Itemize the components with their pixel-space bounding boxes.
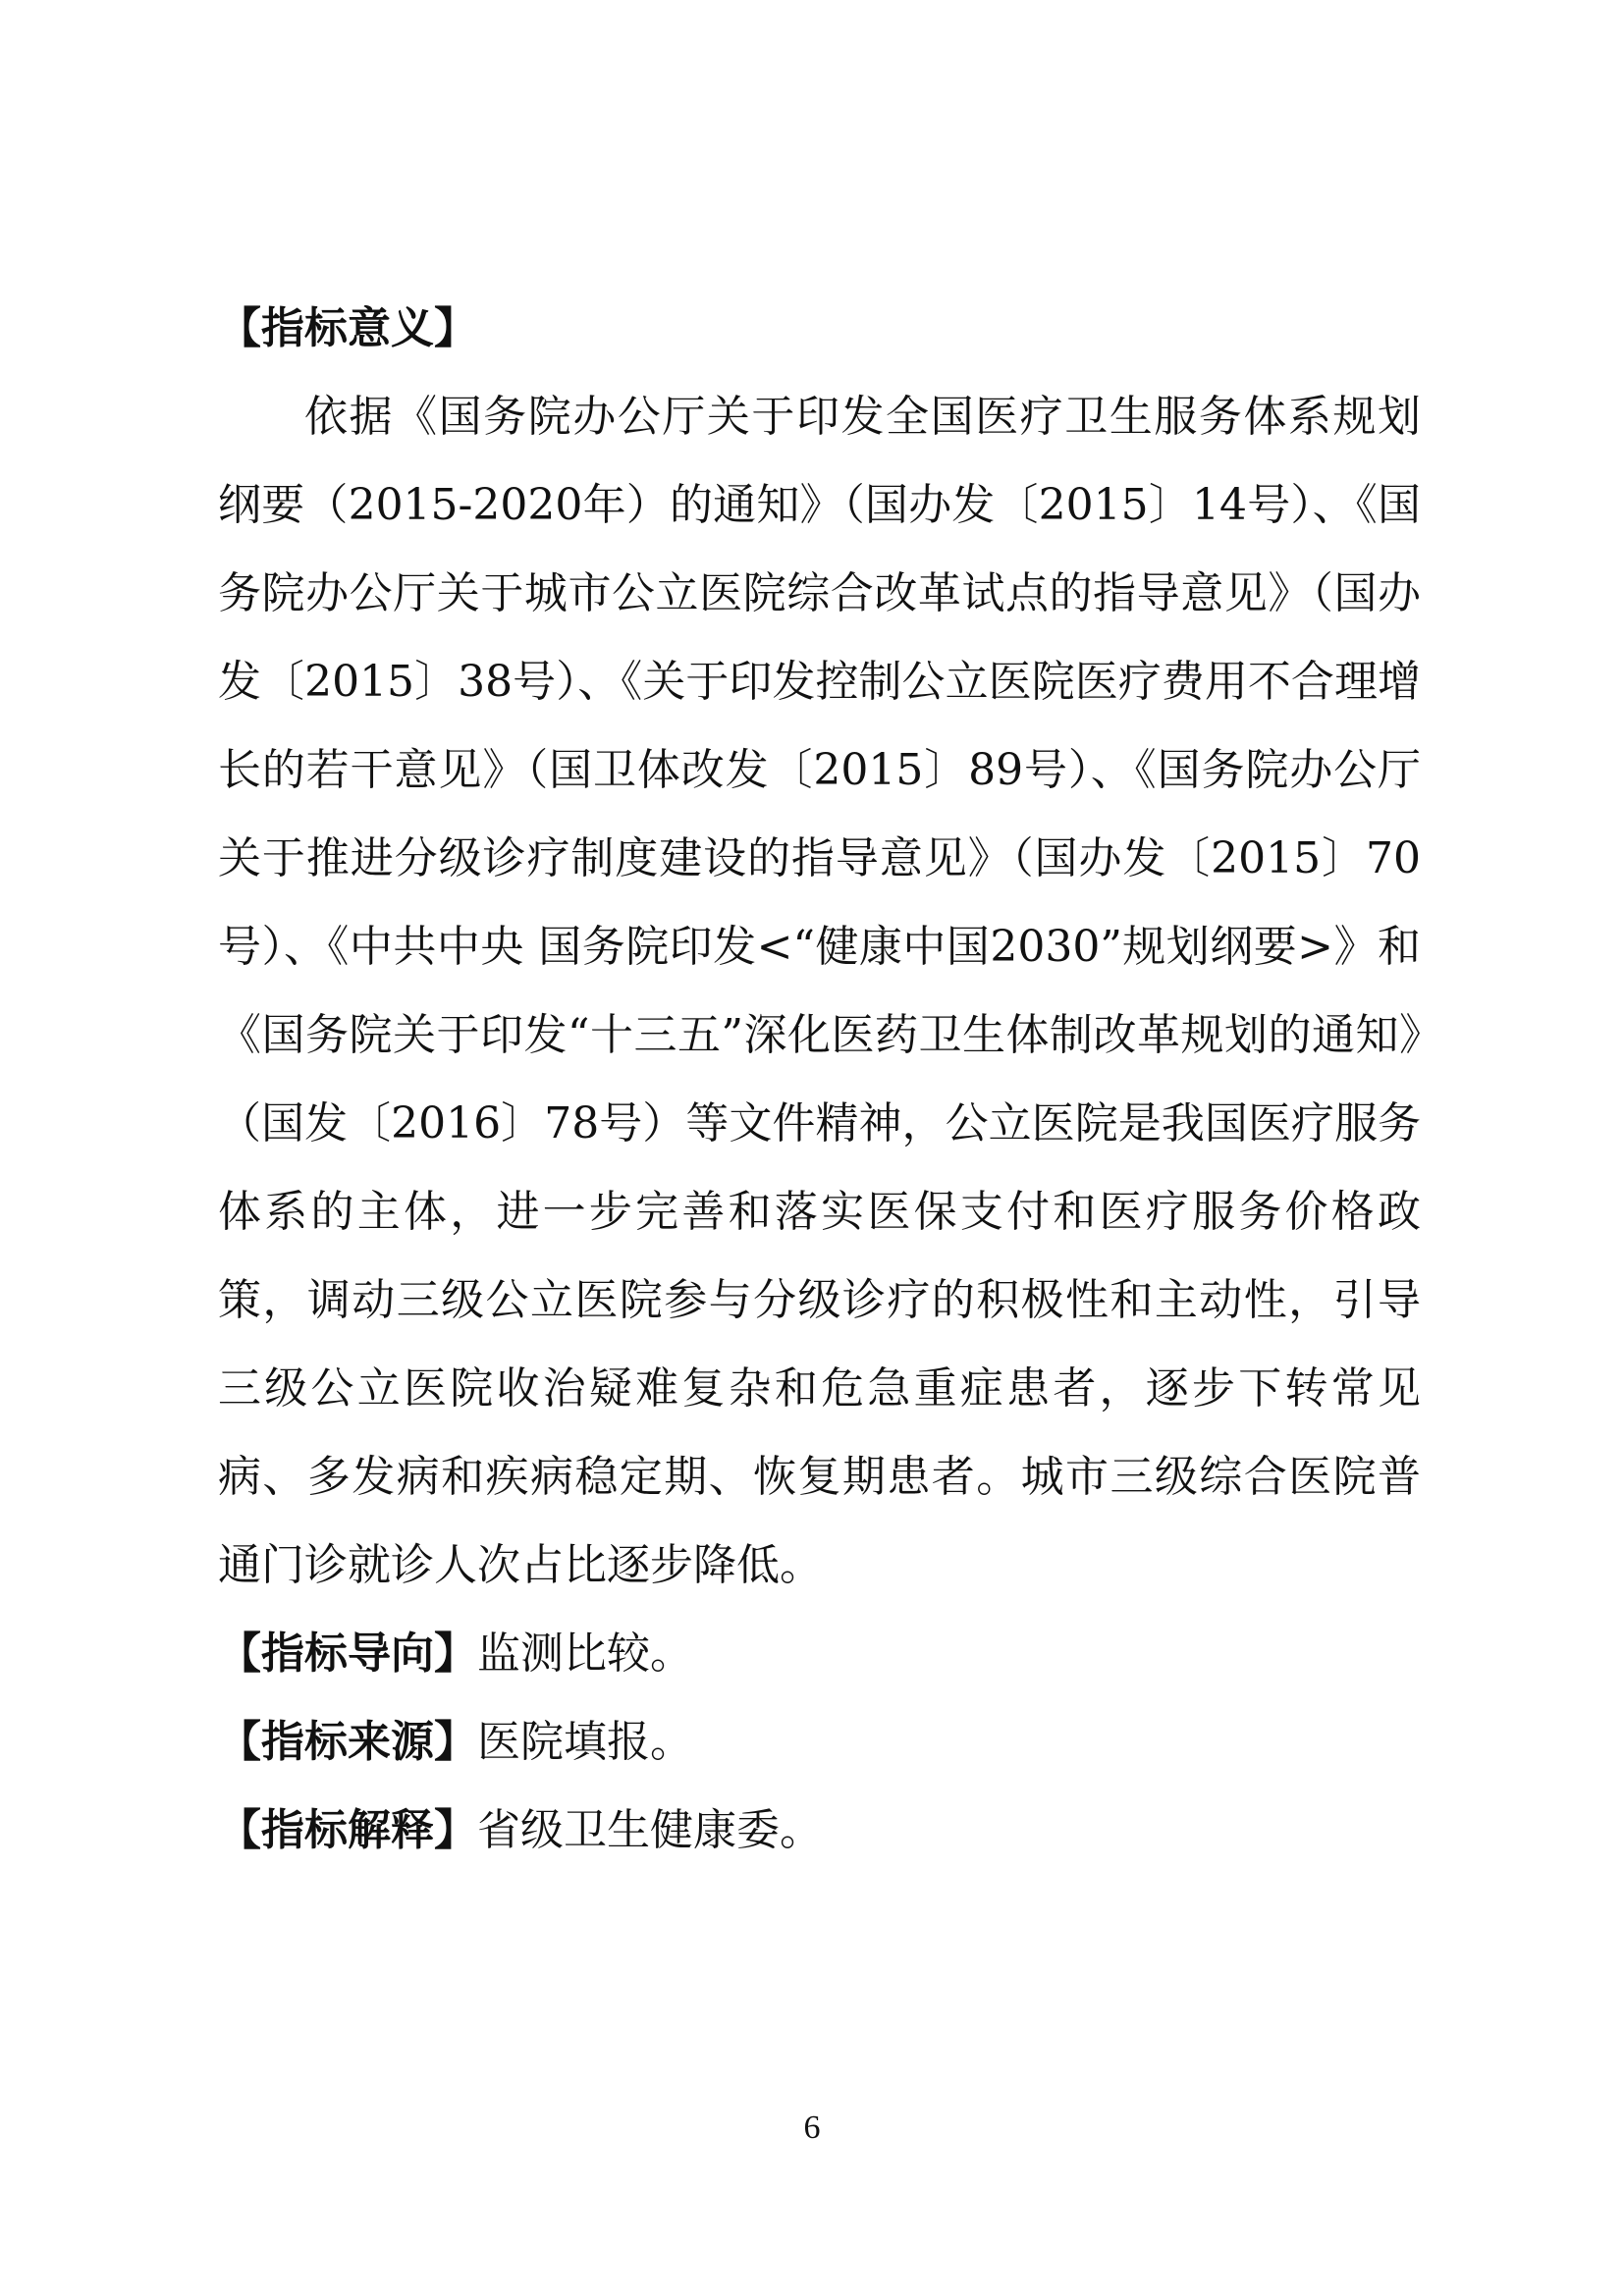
indicator-orientation-line — [218, 1610, 1421, 1698]
indicator-source-label: 【指标来源】 — [218, 1717, 477, 1767]
section-heading-label: 【指标意义】 — [218, 303, 477, 353]
section-heading — [218, 285, 1421, 373]
indicator-explanation-label: 【指标解释】 — [218, 1805, 477, 1855]
indicator-explanation-line — [218, 1787, 1421, 1875]
page-content — [218, 285, 1421, 1875]
body-paragraph: 依据《国务院办公厅关于印发全国医疗卫生服务体系规划纲要（2015-2020年）的通知》（国办发〔2015〕14号）、《国务院办公厅关于城市公立医院综合改革试点的指导意见》（国办发〔2015〕38号）、《关于印发控制公立医院医疗费用不合理增长的若干意见》（国卫体改发〔2015〕89号）、《国务院办公厅关于推进分级诊疗制度建设的指导意见》（国办发〔2015〕70号）、《中共中央 国务院印发<“健康中国2030”规划纲要>》和《国务院关于印发“十三五”深化医药卫生体制改革规划的通知》（国发〔2016〕78号）等文件精神，公立医院是我国医疗服务体系的主体，进一步完善和落实医保支付和医疗服务价格政策，调动三级公立医院参与分级诊疗的积极性和主动性，引导三级公立医院收治疑难复杂和危急重症患者，逐步下转常见病、多发病和疾病稳定期、恢复期患者。城市三级综合医院普通门诊就诊人次占比逐步降低。 — [218, 392, 1421, 1590]
indicator-orientation-value: 监测比较。 — [477, 1629, 693, 1679]
indicator-source-value: 医院填报。 — [477, 1717, 693, 1767]
indicator-source-line — [218, 1698, 1421, 1787]
page-number: 6 — [803, 2109, 821, 2146]
indicator-orientation-label: 【指标导向】 — [218, 1629, 477, 1679]
indicator-details — [218, 1610, 1421, 1875]
indicator-explanation-value: 省级卫生健康委。 — [477, 1805, 823, 1855]
